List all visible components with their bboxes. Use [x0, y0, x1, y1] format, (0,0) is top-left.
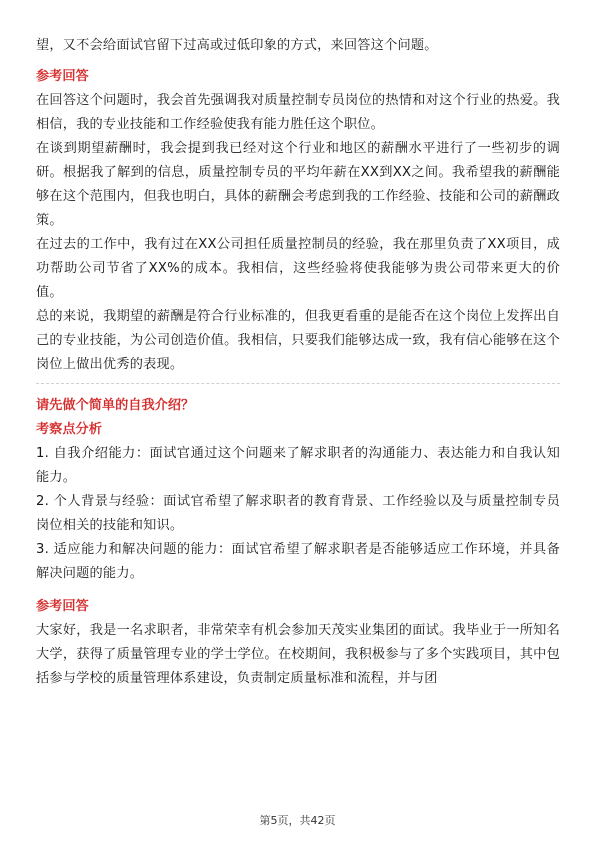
answer-paragraph-4: 总的来说，我期望的薪酬是符合行业标准的，但我更看重的是能否在这个岗位上发挥出自己的专业技能，为公司创造价值。我相信，只要我们能够达成一致，我有信心能够在这个岗位上做出优秀的表现。: [36, 309, 560, 372]
analysis-point-2: 2. 个人背景与经验：面试官希望了解求职者的教育背景、工作经验以及与质量控制专员岗位相关的技能和知识。: [36, 494, 560, 533]
self-intro-answer: 大家好，我是一名求职者，非常荣幸有机会参加天茂实业集团的面试。我毕业于一所知名大学，获得了质量管理专业的学士学位。在校期间，我积极参与了多个实践项目，其中包括参与学校的质量管理体系建设，负责制定质量标准和流程，并与团: [36, 623, 560, 686]
analysis-heading: 考察点分析: [36, 422, 102, 437]
page-content: [36, 34, 560, 691]
analysis-point-1: 1. 自我介绍能力：面试官通过这个问题来了解求职者的沟通能力、表达能力和自我认知能力。: [36, 446, 560, 485]
reference-answer-heading-2: 参考回答: [36, 599, 89, 614]
analysis-point-3: 3. 适应能力和解决问题的能力：面试官希望了解求职者是否能够适应工作环境，并具备解决问题的能力。: [36, 542, 560, 581]
reference-answer-heading: 参考回答: [36, 69, 89, 84]
page-number-footer: 第5页，共42页: [259, 814, 336, 827]
answer-paragraph-2: 在谈到期望薪酬时，我会提到我已经对这个行业和地区的薪酬水平进行了一些初步的调研。根据我了解到的信息，质量控制专员的平均年薪在XX到XX之间。我希望我的薪酬能够在这个范围内，但我也明白，具体的薪酬会考虑到我的工作经验、技能和公司的薪酬政策。: [36, 141, 560, 228]
intro-tail-text: 望，又不会给面试官留下过高或过低印象的方式，来回答这个问题。: [36, 38, 438, 53]
question-heading: 请先做个简单的自我介绍？: [36, 398, 195, 413]
answer-paragraph-1: 在回答这个问题时，我会首先强调我对质量控制专员岗位的热情和对这个行业的热爱。我相信，我的专业技能和工作经验使我有能力胜任这个职位。: [36, 93, 560, 132]
answer-paragraph-3: 在过去的工作中，我有过在XX公司担任质量控制员的经验，我在那里负责了XX项目，成功帮助公司节省了XX%的成本。我相信，这些经验将使我能够为贵公司带来更大的价值。: [36, 237, 560, 300]
section-divider: [36, 383, 560, 384]
